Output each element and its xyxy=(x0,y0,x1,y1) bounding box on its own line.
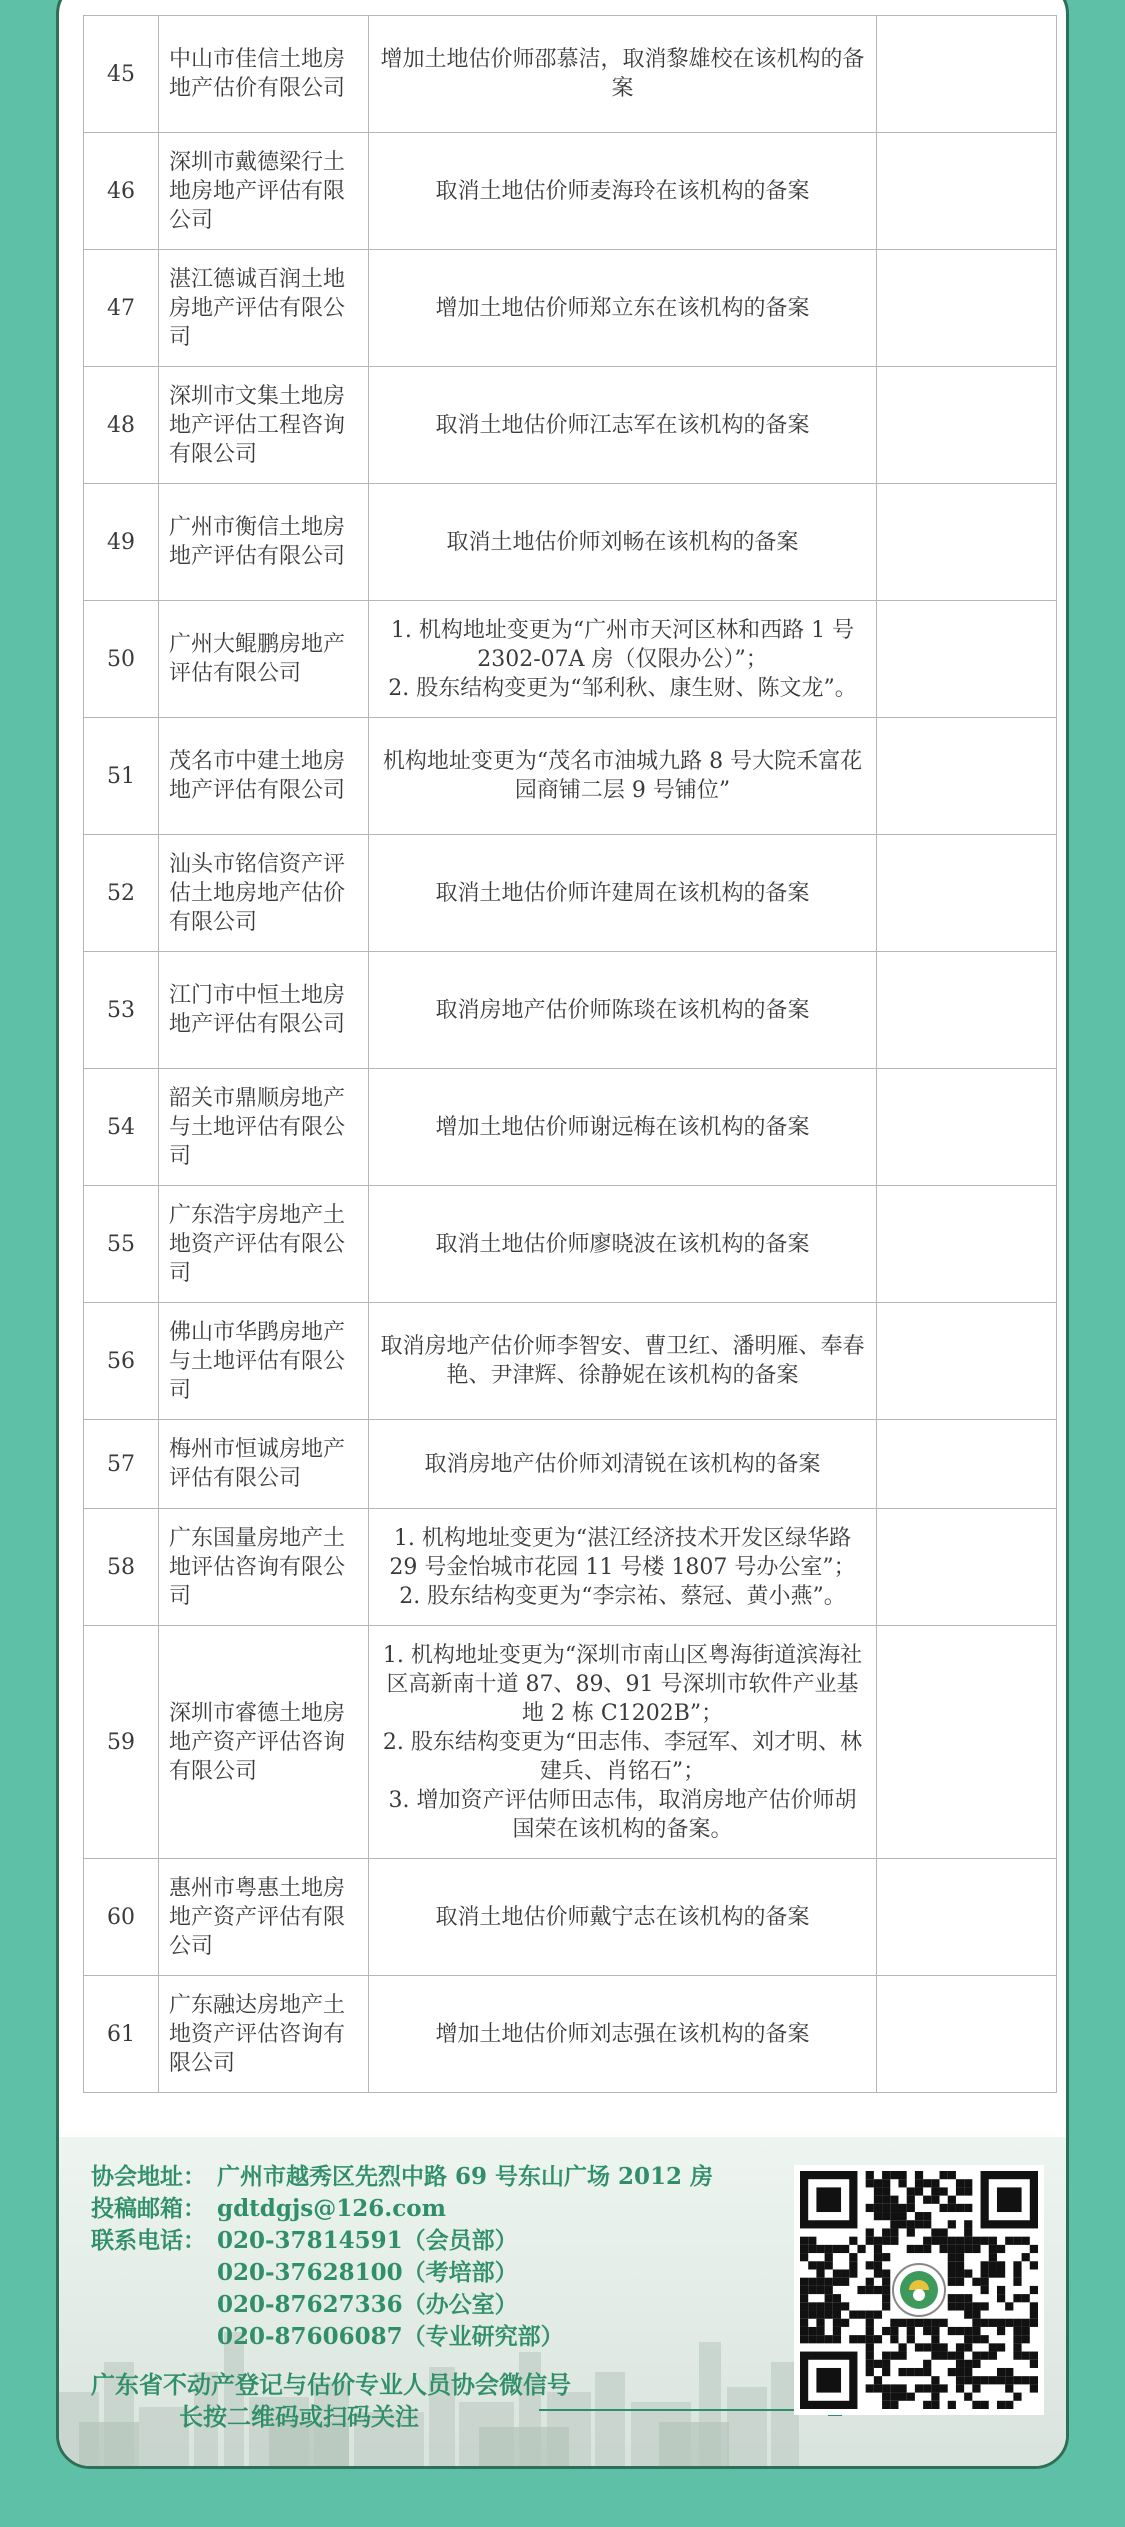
organization-name: 梅州市恒诚房地产评估有限公司 xyxy=(159,1420,369,1509)
change-content xyxy=(369,133,877,250)
change-line: 取消房地产估价师陈琰在该机构的备案 xyxy=(435,997,810,1023)
divider-line xyxy=(539,2409,829,2411)
table-row xyxy=(84,1069,1057,1186)
filing-change-table xyxy=(83,15,1057,2093)
row-number: 61 xyxy=(84,1976,159,2093)
change-line: 取消土地估价师戴宁志在该机构的备案 xyxy=(435,1904,810,1930)
remark-cell xyxy=(877,133,1057,250)
change-line: 1. 机构地址变更为“湛江经济技术开发区绿华路 29 号金怡城市花园 11 号楼 1807 号办公室”； xyxy=(389,1525,856,1580)
footer xyxy=(59,2137,1066,2469)
email-value: gdtdgjs@126.com xyxy=(217,2195,446,2222)
wechat-caption xyxy=(91,2369,571,2433)
change-line: 2. 股东结构变更为“田志伟、李冠军、刘才明、林建兵、肖铭石”； xyxy=(382,1729,863,1784)
table-row xyxy=(84,367,1057,484)
phone-row xyxy=(91,2225,713,2353)
table-row xyxy=(84,718,1057,835)
change-line: 增加土地估价师谢远梅在该机构的备案 xyxy=(435,1114,810,1140)
organization-name: 中山市佳信土地房地产估价有限公司 xyxy=(159,16,369,133)
organization-name: 韶关市鼎顺房地产与土地评估有限公司 xyxy=(159,1069,369,1186)
change-line: 增加土地估价师刘志强在该机构的备案 xyxy=(435,2021,810,2047)
change-content xyxy=(369,250,877,367)
table-row xyxy=(84,1420,1057,1509)
change-line: 取消房地产估价师刘清锐在该机构的备案 xyxy=(424,1451,821,1477)
row-number: 56 xyxy=(84,1303,159,1420)
phone-number: 020-37628100（考培部） xyxy=(217,2259,518,2286)
row-number: 50 xyxy=(84,601,159,718)
remark-cell xyxy=(877,1976,1057,2093)
phone-number: 020-87606087（专业研究部） xyxy=(217,2323,564,2350)
change-content xyxy=(369,1626,877,1859)
row-number: 54 xyxy=(84,1069,159,1186)
change-line: 增加土地估价师郑立东在该机构的备案 xyxy=(435,295,810,321)
change-content xyxy=(369,484,877,601)
row-number: 59 xyxy=(84,1626,159,1859)
organization-name: 广东国量房地产土地评估咨询有限公司 xyxy=(159,1509,369,1626)
change-content xyxy=(369,952,877,1069)
row-number: 55 xyxy=(84,1186,159,1303)
wechat-instruction: 长按二维码或扫码关注 xyxy=(179,2402,419,2431)
phone-list xyxy=(217,2225,564,2353)
change-line: 2. 股东结构变更为“邹利秋、康生财、陈文龙”。 xyxy=(388,675,857,701)
contact-info xyxy=(91,2161,713,2353)
change-content xyxy=(369,835,877,952)
change-line: 2. 股东结构变更为“李宗祐、蔡冠、黄小燕”。 xyxy=(399,1583,846,1609)
change-line: 机构地址变更为“茂名市油城九路 8 号大院禾富花园商铺二层 9 号铺位” xyxy=(382,749,863,803)
address-value: 广州市越秀区先烈中路 69 号东山广场 2012 房 xyxy=(217,2163,714,2190)
phone-number: 020-87627336（办公室） xyxy=(217,2291,518,2318)
table-row xyxy=(84,952,1057,1069)
change-line: 1. 机构地址变更为“广州市天河区林和西路 1 号 2302-07A 房（仅限办公）”； xyxy=(390,617,855,672)
change-content xyxy=(369,1420,877,1509)
table-row xyxy=(84,1509,1057,1626)
remark-cell xyxy=(877,601,1057,718)
organization-name: 深圳市文集土地房地产评估工程咨询有限公司 xyxy=(159,367,369,484)
organization-name: 深圳市睿德土地房地产资产评估咨询有限公司 xyxy=(159,1626,369,1859)
change-content xyxy=(369,1069,877,1186)
remark-cell xyxy=(877,16,1057,133)
table-row xyxy=(84,601,1057,718)
row-number: 49 xyxy=(84,484,159,601)
row-number: 47 xyxy=(84,250,159,367)
row-number: 53 xyxy=(84,952,159,1069)
organization-name: 广东浩宇房地产土地资产评估有限公司 xyxy=(159,1186,369,1303)
content-card xyxy=(56,0,1069,2469)
change-line: 取消土地估价师江志军在该机构的备案 xyxy=(435,412,810,438)
table-row xyxy=(84,1626,1057,1859)
change-line: 取消土地估价师麦海玲在该机构的备案 xyxy=(435,178,810,204)
row-number: 52 xyxy=(84,835,159,952)
table-row xyxy=(84,1976,1057,2093)
change-line: 取消房地产估价师李智安、曹卫红、潘明雁、奉春艳、尹津辉、徐静妮在该机构的备案 xyxy=(380,1334,865,1388)
organization-name: 广州市衡信土地房地产评估有限公司 xyxy=(159,484,369,601)
phone-number: 020-37814591（会员部） xyxy=(217,2227,518,2254)
row-number: 48 xyxy=(84,367,159,484)
organization-name: 深圳市戴德梁行土地房地产评估有限公司 xyxy=(159,133,369,250)
change-content xyxy=(369,1303,877,1420)
change-content xyxy=(369,367,877,484)
change-line: 取消土地估价师廖晓波在该机构的备案 xyxy=(435,1231,810,1257)
table-row xyxy=(84,835,1057,952)
remark-cell xyxy=(877,250,1057,367)
remark-cell xyxy=(877,1509,1057,1626)
change-content xyxy=(369,718,877,835)
phone-label: 联系电话： xyxy=(91,2227,206,2254)
change-content xyxy=(369,1859,877,1976)
row-number: 51 xyxy=(84,718,159,835)
change-line: 增加土地估价师邵慕洁，取消黎雄校在该机构的备案 xyxy=(380,47,865,101)
wechat-title: 广东省不动产登记与估价专业人员协会微信号 xyxy=(91,2370,571,2399)
table-row xyxy=(84,250,1057,367)
change-content xyxy=(369,1976,877,2093)
wechat-qr-code[interactable] xyxy=(794,2165,1044,2415)
change-content xyxy=(369,601,877,718)
change-line: 3. 增加资产评估师田志伟，取消房地产估价师胡国荣在该机构的备案。 xyxy=(388,1787,857,1842)
remark-cell xyxy=(877,484,1057,601)
organization-name: 汕头市铭信资产评估土地房地产估价有限公司 xyxy=(159,835,369,952)
remark-cell xyxy=(877,1069,1057,1186)
change-content xyxy=(369,16,877,133)
change-content xyxy=(369,1186,877,1303)
organization-name: 佛山市华鹍房地产与土地评估有限公司 xyxy=(159,1303,369,1420)
table-row xyxy=(84,133,1057,250)
organization-name: 湛江德诚百润土地房地产评估有限公司 xyxy=(159,250,369,367)
change-line: 1. 机构地址变更为“深圳市南山区粤海街道滨海社区高新南十道 87、89、91 号深圳市软件产业基地 2 栋 C1202B”； xyxy=(382,1642,863,1726)
organization-name: 江门市中恒土地房地产评估有限公司 xyxy=(159,952,369,1069)
row-number: 57 xyxy=(84,1420,159,1509)
change-line: 取消土地估价师许建周在该机构的备案 xyxy=(435,880,810,906)
address-row xyxy=(91,2161,713,2193)
remark-cell xyxy=(877,367,1057,484)
email-label: 投稿邮箱： xyxy=(91,2195,206,2222)
table-row xyxy=(84,16,1057,133)
change-content xyxy=(369,1509,877,1626)
remark-cell xyxy=(877,1420,1057,1509)
remark-cell xyxy=(877,952,1057,1069)
organization-name: 惠州市粤惠土地房地产资产评估有限公司 xyxy=(159,1859,369,1976)
remark-cell xyxy=(877,718,1057,835)
change-line: 取消土地估价师刘畅在该机构的备案 xyxy=(446,529,799,555)
remark-cell xyxy=(877,835,1057,952)
remark-cell xyxy=(877,1303,1057,1420)
organization-name: 广东融达房地产土地资产评估咨询有限公司 xyxy=(159,1976,369,2093)
table-body xyxy=(84,16,1057,2093)
organization-name: 茂名市中建土地房地产评估有限公司 xyxy=(159,718,369,835)
table-row xyxy=(84,1186,1057,1303)
row-number: 58 xyxy=(84,1509,159,1626)
address-label: 协会地址： xyxy=(91,2163,206,2190)
row-number: 46 xyxy=(84,133,159,250)
row-number: 45 xyxy=(84,16,159,133)
organization-name: 广州大鲲鹏房地产评估有限公司 xyxy=(159,601,369,718)
remark-cell xyxy=(877,1186,1057,1303)
email-row xyxy=(91,2193,713,2225)
table-row xyxy=(84,1303,1057,1420)
qr-code-icon xyxy=(794,2165,1044,2415)
remark-cell xyxy=(877,1859,1057,1976)
row-number: 60 xyxy=(84,1859,159,1976)
table-row xyxy=(84,1859,1057,1976)
table-row xyxy=(84,484,1057,601)
remark-cell xyxy=(877,1626,1057,1859)
